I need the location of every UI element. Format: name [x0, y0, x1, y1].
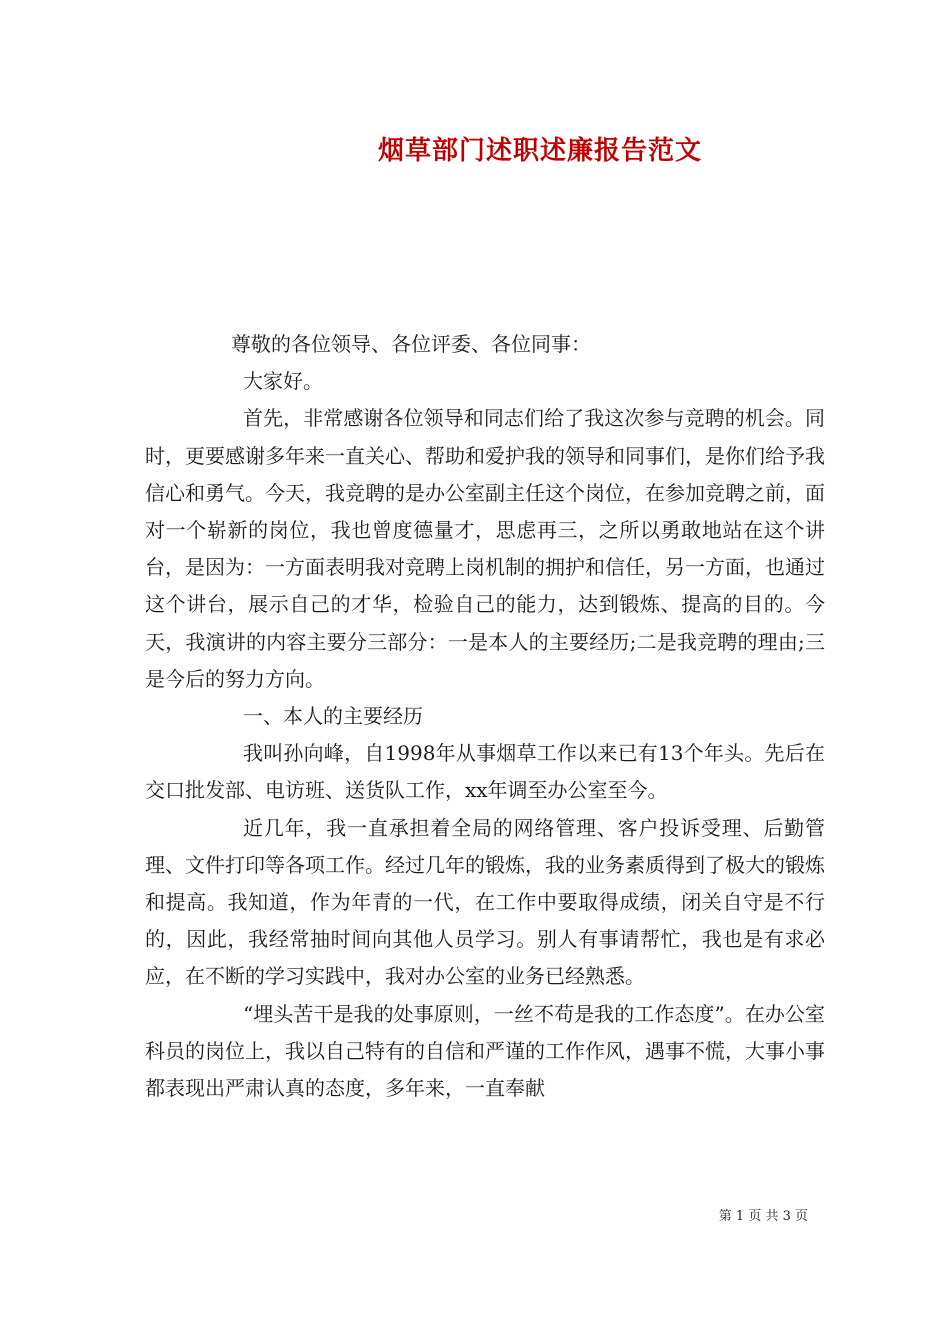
recent-work-paragraph: 近几年，我一直承担着全局的网络管理、客户投诉受理、后勤管理、文件打印等各项工作。经过几年的锻炼，我的业务素质得到了极大的锻炼和提高。我知道，作为年青的一代，在工作中要取得成绩，闭关自守是不行的，因此，我经常抽时间向其他人员学习。别人有事请帮忙，我也是有求必应，在不断的学习实践中，我对办公室的业务已经熟悉。: [145, 815, 825, 989]
salutation-paragraph: 尊敬的各位领导、各位评委、各位同事：: [231, 332, 591, 356]
greeting-paragraph: 大家好。: [243, 369, 323, 394]
document-body: [145, 326, 825, 1107]
opening-paragraph: 首先，非常感谢各位领导和同志们给了我这次参与竞聘的机会。同时，更要感谢多年来一直关心、帮助和爱护我的领导和同事们，是你们给予我信心和勇气。今天，我竞聘的是办公室副主任这个岗位，在参加竞聘之前，面对一个崭新的岗位，我也曾度德量才，思虑再三，之所以勇敢地站在这个讲台，是因为：一方面表明我对竞聘上岗机制的拥护和信任，另一方面，也通过这个讲台，展示自己的才华，检验自己的能力，达到锻炼、提高的目的。今天，我演讲的内容主要分三部分：一是本人的主要经历;二是我竞聘的理由;三是今后的努力方向。: [145, 406, 825, 691]
section-heading: 一、本人的主要经历: [243, 704, 423, 729]
principle-paragraph: “埋头苦干是我的处事原则，一丝不苟是我的工作态度”。在办公室科员的岗位上，我以自己特有的自信和严谨的工作作风，遇事不慌，大事小事都表现出严肃认真的态度，多年来，一直奉献: [145, 1001, 825, 1101]
page-number-footer: 第 1 页 共 3 页: [718, 1209, 808, 1224]
experience-paragraph: 我叫孙向峰，自1998年从事烟草工作以来已有13个年头。先后在交口批发部、电访班、送货队工作，xx年调至办公室至今。: [145, 741, 825, 803]
document-title: 烟草部门述职述廉报告范文: [377, 136, 702, 166]
